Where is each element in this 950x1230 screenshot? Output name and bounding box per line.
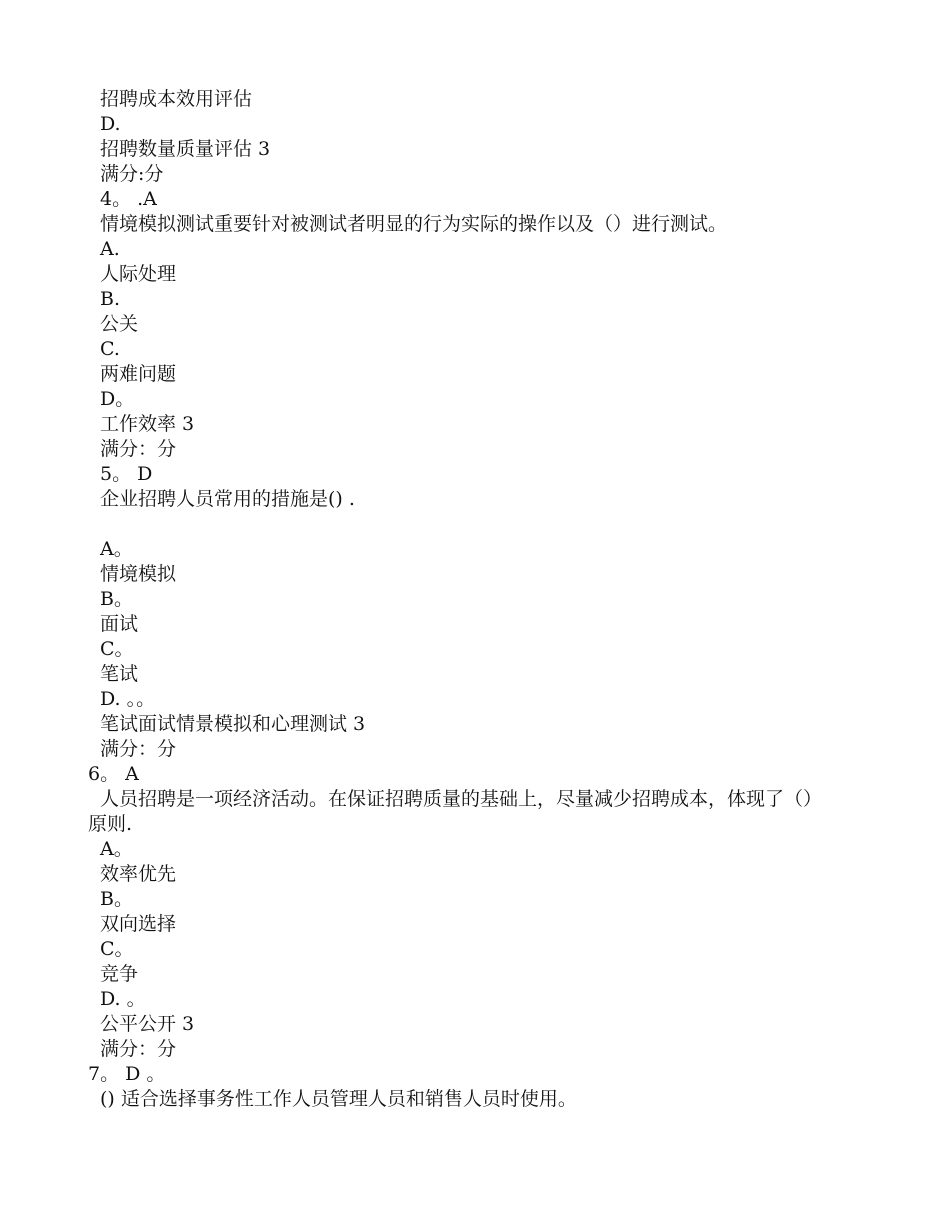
option-text: 面试 bbox=[100, 613, 139, 635]
question-number: 6。 A bbox=[88, 763, 139, 785]
question-text-continued: 原则. bbox=[88, 813, 133, 835]
text-line: 招聘数量质量评估 3 bbox=[100, 138, 271, 160]
question-text: () 适合选择事务性工作人员管理人员和销售人员时使用。 bbox=[100, 1088, 577, 1110]
option-label: A。 bbox=[100, 538, 133, 560]
option-label: C。 bbox=[100, 938, 134, 960]
option-label: B。 bbox=[100, 588, 133, 610]
option-label: B. bbox=[100, 288, 121, 310]
question-number: 7。 D 。 bbox=[88, 1063, 166, 1085]
option-label: A。 bbox=[100, 838, 133, 860]
question-number: 5。 D bbox=[100, 463, 153, 485]
option-label: B。 bbox=[100, 888, 133, 910]
question-text: 企业招聘人员常用的措施是() . bbox=[100, 488, 355, 510]
score-line: 满分:分 bbox=[100, 163, 164, 185]
question-text: 情境模拟测试重要针对被测试者明显的行为实际的操作以及（）进行测试。 bbox=[100, 213, 728, 235]
option-text: 双向选择 bbox=[100, 913, 177, 935]
score-line: 满分：分 bbox=[100, 1038, 177, 1060]
option-text: 笔试面试情景模拟和心理测试 3 bbox=[100, 713, 366, 735]
option-text: 笔试 bbox=[100, 663, 139, 685]
option-text: 工作效率 3 bbox=[100, 413, 195, 435]
question-number: 4。 .A bbox=[100, 188, 157, 210]
question-text: 人员招聘是一项经济活动。在保证招聘质量的基础上，尽量减少招聘成本，体现了（） bbox=[100, 788, 823, 810]
option-label: A. bbox=[100, 238, 120, 260]
option-label: D. 。 bbox=[100, 988, 146, 1010]
option-text: 公平公开 3 bbox=[100, 1013, 195, 1035]
option-text: 人际处理 bbox=[100, 263, 177, 285]
option-text: 两难问题 bbox=[100, 363, 177, 385]
option-text: 效率优先 bbox=[100, 863, 177, 885]
option-label: C. bbox=[100, 338, 120, 360]
option-label: D. 。。 bbox=[100, 688, 156, 710]
text-line: 招聘成本效用评估 bbox=[100, 88, 253, 110]
score-line: 满分：分 bbox=[100, 438, 177, 460]
option-label: D。 bbox=[100, 388, 135, 410]
option-text: 公关 bbox=[100, 313, 139, 335]
option-label: C。 bbox=[100, 638, 134, 660]
option-text: 竞争 bbox=[100, 963, 139, 985]
score-line: 满分：分 bbox=[100, 738, 177, 760]
option-text: 情境模拟 bbox=[100, 563, 177, 585]
option-label: D. bbox=[100, 113, 121, 135]
document-body bbox=[0, 87, 950, 1112]
